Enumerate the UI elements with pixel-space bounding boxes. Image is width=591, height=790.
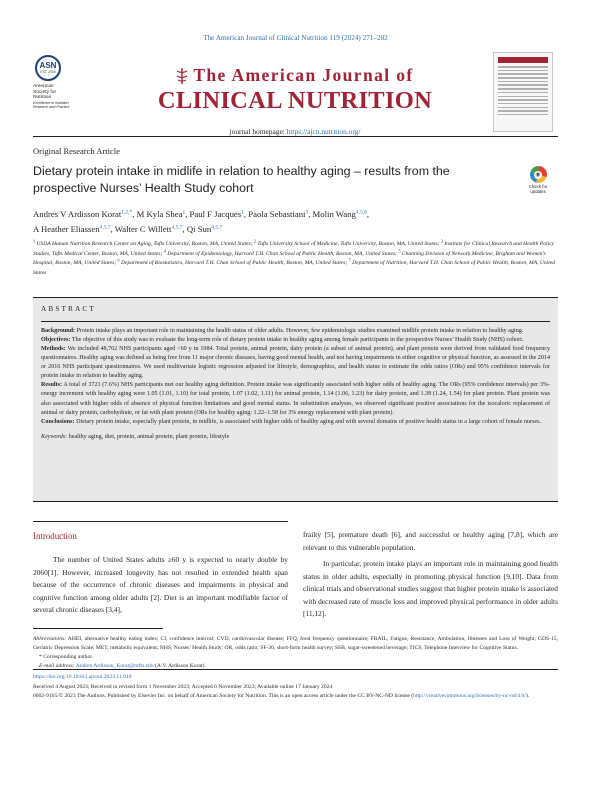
affiliation: USDA Human Nutrition Research Center on Aging, Tufts University, Boston, MA, United States; (36, 241, 253, 247)
affiliation-number: 2 (254, 238, 256, 244)
abstract-objectives (41, 336, 550, 345)
author-affiliation-ref[interactable]: 1 (182, 209, 186, 216)
abstract-heading: ABSTRACT (41, 304, 96, 313)
abstract-label: Objectives: (41, 336, 71, 343)
crossmark-label: Check for updates (528, 184, 548, 194)
asn-tagline: Excellence in Nutrition Research and Practice (33, 100, 70, 109)
author-name[interactable]: Walter C Willett (114, 224, 172, 234)
copyright-notice (33, 692, 558, 702)
abstract-label: Background: (41, 327, 76, 334)
abstract-text: We included 48,762 NHS participants aged <60 y in 1984. Total protein, animal protein, dairy protein (a subset of animal protein), and plant protein were derived from validated food frequency questionnaires. Healthy aging was defined as being free from 11 major chronic diseases, having good mental health, and not having impairments in either cognitive or physical function, as assessed in the 2014 or 2016 NHS participant questionnaires. We used multivariate logistic regression adjusted for lifestyle, demographics, and health status to estimate the odds ratios (ORs) and 95% confidence intervals for protein intake in relation to healthy aging. (41, 345, 550, 380)
author-list: Andres V Ardisson Korat$^{1,2,*}$, M Kyla Shea$^1$, Paul F Jacques$^1$, Paola Sebastiani$^3$, Molin Wang$^{4,5,6}$, A Heather Eliassen$^{4,5,7}$, Walter C Willett$^{4,5,7}$, Qi Sun$^{4,5,7}$ (33, 209, 370, 234)
abstract-background (41, 327, 550, 336)
keywords-text: healthy aging, diet, protein, animal protein, plant protein, lifestyle (68, 433, 230, 440)
affiliation: Channing Division of Network Medicine, Brigham and Women’s Hospital, Boston, MA, United States; (33, 250, 546, 267)
article-title: Dietary protein intake in midlife in relation to healthy aging – results from the prospective Nurses’ Health Study cohort (33, 164, 450, 195)
author-affiliation-ref[interactable]: 4,5,7 (99, 224, 111, 231)
author-affiliation-ref[interactable]: 3 (305, 209, 309, 216)
affiliation-list (33, 240, 558, 279)
keywords-label: Keywords: (41, 433, 68, 440)
affiliation-number: 7 (348, 257, 351, 263)
affiliation-number: 5 (398, 248, 401, 254)
abbreviations-text: AHEI, alternative healthy eating index; CI, confidence interval; CVD, cardiovascular disease; FFQ, food frequency questionnaire; FRAIL, Fatigue, Resistance, Ambulation, Illnesses and Loss of Weight; GDS-15, Geriatric Depression Scale; MET, metabolic equivalent; NHS, Nurses’ Health Study; OR, odds ratio; SF-36, short-form health survey; SSB, sugar-sweetened beverage; TICS, Telephone Interview for Cognitive Status. (33, 636, 558, 651)
corresponding-author-note: * Corresponding author. (39, 653, 94, 660)
abbreviations-footnote (33, 635, 558, 653)
author-affiliation-ref[interactable]: 1,2,* (121, 209, 133, 216)
asn-mark: ASN (39, 61, 57, 70)
homepage-label: journal homepage: (229, 127, 285, 136)
affiliation-number: 6 (117, 257, 120, 263)
author-name[interactable]: Qi Sun (186, 224, 212, 234)
asn-year: EST. 1928 (40, 70, 56, 74)
abstract-box (33, 297, 558, 502)
footnotes (33, 635, 558, 671)
journal-cover-thumbnail[interactable] (493, 52, 553, 132)
body-paragraph: In particular, protein intake plays an important role in maintaining good health status in older adults, especially in promoting physical function [9,10]. Data from clinical trials and observational studies suggest that higher protein intake is associated with decreased rate of muscle loss and improved physical performance in older adults [11,12]. (303, 559, 558, 618)
author-name[interactable]: Paul F Jacques (189, 209, 242, 219)
body-paragraph: frailty [5], premature death [6], and successful or healthy aging [7,8], which are relevant to this vulnerable population. (303, 530, 558, 552)
crossmark-icon: ◉ (530, 166, 547, 183)
author-affiliation-ref[interactable]: 4,5,7 (211, 224, 223, 231)
abstract-label: Conclusions: (41, 418, 75, 425)
copyright-text: 0002-9165/© 2023 The Authors. Published by Elsevier Inc. on behalf of American Society for Nutrition. This is an open access article under the CC BY-NC-ND license ( (33, 693, 414, 699)
abstract-label: Results: (41, 382, 62, 389)
affiliation-number: 3 (440, 238, 443, 244)
header-divider (33, 136, 558, 137)
section-heading-introduction: Introduction (33, 531, 77, 541)
asn-line: American (33, 84, 54, 89)
author-name[interactable]: Molin Wang (312, 209, 356, 219)
email-label: E-mail address: (39, 662, 75, 669)
masthead-title-main: CLINICAL NUTRITION (157, 87, 433, 114)
keywords (41, 433, 550, 442)
asn-line: Society for (33, 89, 57, 95)
abstract-conclusions (41, 418, 550, 427)
section-divider (33, 521, 288, 522)
asn-line: Nutrition (33, 95, 52, 101)
abstract-methods (41, 345, 550, 381)
affiliation: Tufts University School of Medicine, Tufts University, Boston, MA, United States; (257, 241, 440, 247)
author-affiliation-ref[interactable]: 1 (241, 209, 244, 216)
publication-dates: Received 4 August 2023; Received in revised form 1 November 2023; Accepted 6 November 2023; Available online 17 January 2024 (33, 683, 333, 690)
author-affiliation-ref[interactable]: 4,5,7 (171, 224, 183, 231)
abstract-label: Methods: (41, 345, 66, 352)
abstract-text: Protein intake plays an important role in maintaining the health status of older adults. However, few epidemiologic studies examined midlife protein intake in relation to healthy aging. (76, 327, 524, 334)
article-type: Original Research Article (33, 146, 120, 156)
affiliation: Department of Epidemiology, Harvard T.H. Chan School of Public Health, Boston, MA, United States; (167, 250, 398, 257)
abstract-text: The objective of this study was to evaluate the long-term role of dietary protein intake in healthy aging among female participants in the prospective Nurses’ Health Study (NHS) cohort. (71, 336, 524, 343)
author-name[interactable]: Andres V Ardisson Korat (33, 209, 122, 219)
caduceus-icon (176, 68, 188, 84)
abstract-divider (41, 321, 550, 322)
email-suffix: (A.V. Ardisson Korat). (155, 662, 206, 669)
copyright-end: ). (525, 693, 530, 699)
author-name[interactable]: A Heather Eliassen (33, 224, 100, 234)
homepage-link[interactable]: https://ajcn.nutrition.org/ (286, 127, 361, 136)
abstract-text: A total of 3721 (7.6%) NHS participants met our healthy aging definition. Protein intake was significantly associated with higher odds of healthy aging. The ORs (95% confidence intervals) per 3%-energy increment with healthy aging were 1.05 (1.01, 1.10) for total protein, 1.07 (1.02, 1.11) for animal protein, 1.14 (1.06, 1.23) for dairy protein, and 1.38 (1.24, 1.54) for plant protein. Plant protein was also associated with higher odds of absence of physical function limitations and good mental status. In substitution analyses, we observed significant positive associations for the isocaloric replacement of animal or dairy protein, carbohydrate, or fat with plant protein (ORs for healthy aging: 1.22–1.58 for 3% energy replacement with plant protein). (41, 382, 550, 416)
masthead-title-top: The American Journal of (193, 65, 414, 85)
email-link[interactable]: Andres.Ardisson_Korat@tufts.edu (75, 662, 154, 669)
abstract-results (41, 381, 550, 417)
asn-logo (33, 55, 77, 125)
check-for-updates-badge[interactable] (523, 166, 553, 196)
affiliation-number: 1 (33, 238, 35, 244)
body-text-right-column (303, 529, 558, 621)
abstract-text: Dietary protein intake, especially plant protein, in midlife, is associated with higher odds of healthy aging and with several domains of positive health status in a large cohort of female nurses. (76, 418, 541, 425)
affiliation: Department of Nutrition, Harvard T.H. Chan School of Public Health, Boston, MA, United States (33, 260, 556, 277)
author-affiliation-ref[interactable]: 4,5,6 (355, 209, 367, 216)
abbreviations-label: Abbreviations: (33, 636, 67, 642)
author-name[interactable]: M Kyla Shea (136, 209, 183, 219)
publication-info (33, 673, 558, 702)
author-name[interactable]: Paola Sebastiani (248, 209, 306, 219)
journal-masthead (130, 65, 460, 136)
doi-link[interactable]: https://doi.org/10.1016/j.ajcnut.2023.11.010 (33, 674, 132, 680)
affiliation-number: 4 (163, 248, 166, 254)
license-link[interactable]: http://creativecommons.org/licenses/by-nc-nd/4.0/ (413, 693, 526, 699)
affiliation: Department of Biostatistics, Harvard T.H. Chan School of Public Health, Boston, MA, United States; (120, 260, 348, 267)
publication-info-divider (33, 669, 558, 670)
body-text-left-column: The number of United States adults ≥60 y is expected to nearly double by 2060[1]. However, increased longevity has not resulted in extended health span because of the occurrence of chronic diseases and impairments in physical and cognitive function among older adults [2]. Diet is an important modifiable factor of several chronic diseases [3,4], (33, 555, 288, 614)
asn-seal-icon (35, 55, 61, 81)
footnote-divider (33, 628, 163, 629)
affiliation: Institute for Clinical Research and Health Policy Studies, Tufts Medical Center, Boston, MA, United States; (33, 241, 555, 257)
journal-reference[interactable]: The American Journal of Clinical Nutrition 119 (2024) 271–282 (203, 34, 388, 42)
